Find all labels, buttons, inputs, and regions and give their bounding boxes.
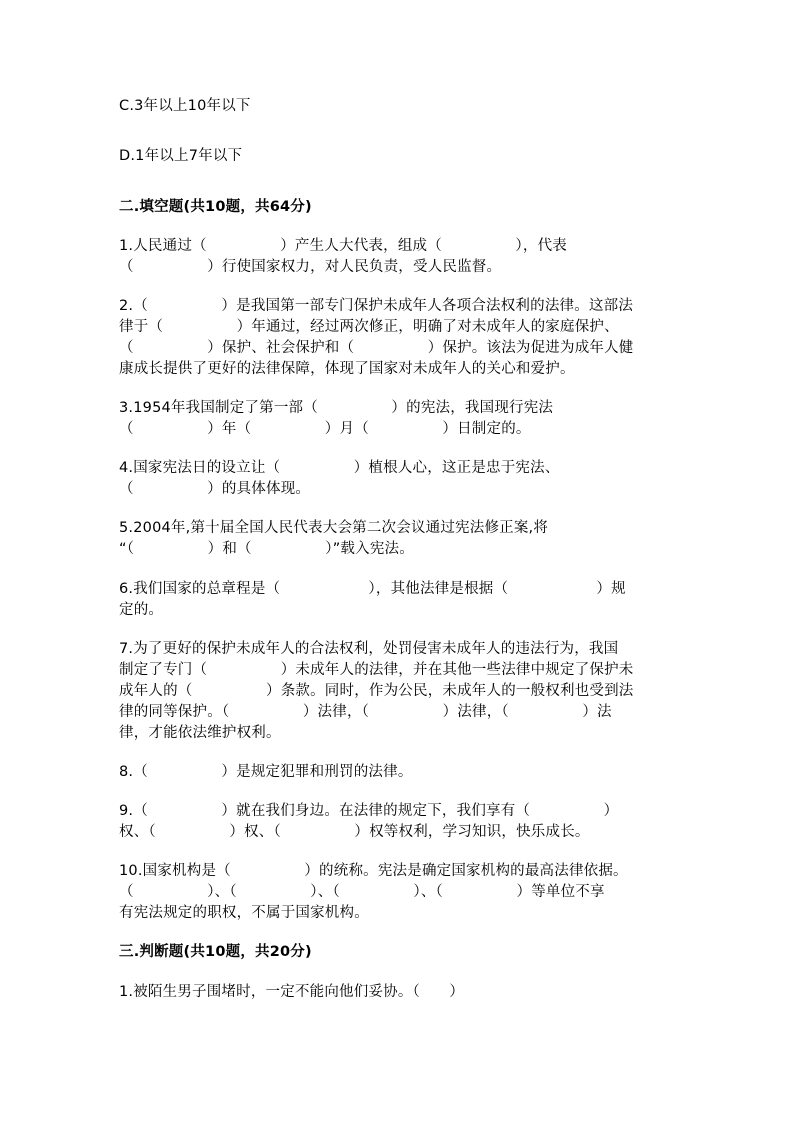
question-line: 10.国家机构是（ ）的统称。宪法是确定国家机构的最高法律依据。 <box>119 863 628 879</box>
question-line: 6.我们国家的总章程是（ ），其他法律是根据（ ）规 <box>119 581 626 597</box>
section-heading-fill-blank: 二.填空题(共10题，共64分) <box>119 199 312 215</box>
question-line: 7.为了更好的保护未成年人的合法权利，处罚侵害未成年人的违法行为，我国 <box>119 641 619 657</box>
question-line: 4.国家宪法日的设立让（ ）植根人心，这正是忠于宪法、 <box>119 460 560 476</box>
option-c: C.3年以上10年以下 <box>119 98 251 114</box>
question-line: “（ ）和（ ）”载入宪法。 <box>119 541 414 557</box>
question-3-1: 1.被陌生男子围堵时，一定不能向他们妥协。（ ） <box>119 984 465 1000</box>
question-line: 9.（ ）就在我们身边。在法律的规定下，我们享有（ ） <box>119 803 619 819</box>
question-line: （ ）保护、社会保护和（ ）保护。该法为促进为成年人健 <box>119 340 634 356</box>
question-line: 1.人民通过（ ）产生人大代表，组成（ ），代表 <box>119 238 567 254</box>
question-line: 律，才能依法维护权利。 <box>119 725 281 741</box>
question-line: （ ）年（ ）月（ ）日制定的。 <box>119 421 531 437</box>
question-line: 定的。 <box>119 602 164 618</box>
question-line: 制定了专门（ ）未成年人的法律，并在其他一些法律中规定了保护未 <box>119 662 634 678</box>
question-line: 2.（ ）是我国第一部专门保护未成年人各项合法权利的法律。这部法 <box>119 298 634 314</box>
question-line: 律于（ ）年通过，经过两次修正，明确了对未成年人的家庭保护、 <box>119 319 619 335</box>
question-line: （ ）行使国家权力，对人民负责，受人民监督。 <box>119 259 502 275</box>
option-d: D.1年以上7年以下 <box>119 148 243 164</box>
question-line: 8.（ ）是规定犯罪和刑罚的法律。 <box>119 764 413 780</box>
question-line: 3.1954年我国制定了第一部（ ）的宪法，我国现行宪法 <box>119 400 554 416</box>
question-line: 5.2004年,第十届全国人民代表大会第二次会议通过宪法修正案,将 <box>119 520 549 536</box>
question-line: （ ）、（ ）、（ ）、（ ）等单位不享 <box>119 884 605 900</box>
section-heading-true-false: 三.判断题(共10题，共20分) <box>119 944 312 960</box>
question-line: （ ）的具体体现。 <box>119 481 311 497</box>
question-line: 权、（ ）权、（ ）权等权利，学习知识，快乐成长。 <box>119 824 590 840</box>
question-line: 有宪法规定的职权，不属于国家机构。 <box>119 905 369 921</box>
question-line: 律的同等保护。（ ）法律，（ ）法律，（ ）法 <box>119 704 612 720</box>
question-line: 康成长提供了更好的法律保障，体现了国家对未成年人的关心和爱护。 <box>119 361 575 377</box>
question-line: 成年人的（ ）条款。同时，作为公民，未成年人的一般权利也受到法 <box>119 683 634 699</box>
